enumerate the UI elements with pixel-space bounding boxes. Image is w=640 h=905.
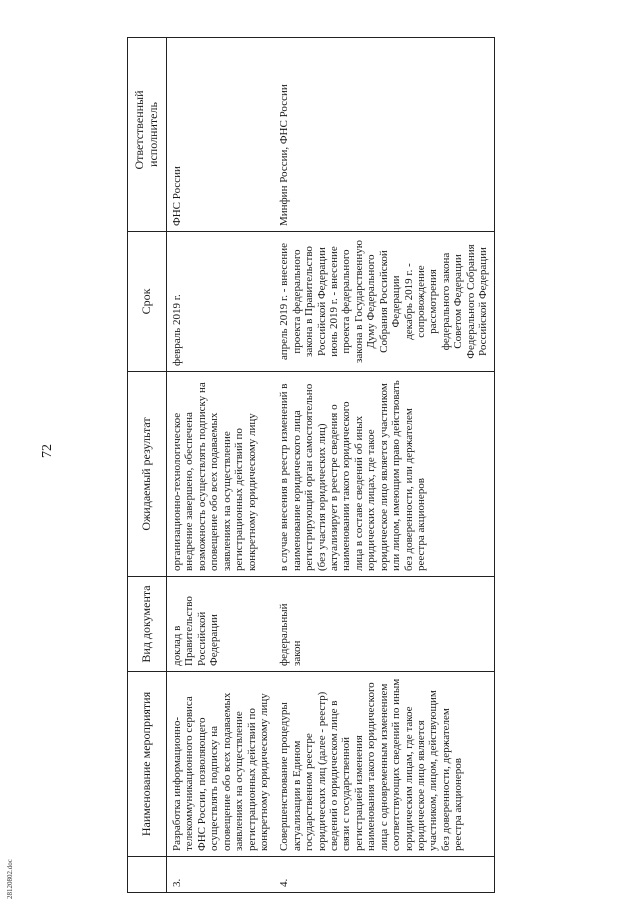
rotated-table-container [127, 38, 619, 893]
row-responsible: Минфин России, ФНС России [274, 38, 494, 232]
header-result: Ожидаемый результат [128, 372, 167, 577]
table-row [167, 38, 275, 893]
header-deadline: Срок [128, 232, 167, 372]
row-result: в случае внесения в реестр изменений в наименование юридического лица регистрирующий орган самостоятельно (без участия юридических лиц) актуализирует в реестре сведения о наименовании такого юридического лица в составе сведений об иных юридических лицах, где такое юридическое лицо является участником или лицом, имеющим право действовать без доверенности, или держателем реестра акционеров [274, 372, 494, 577]
deadline-stage-2: июнь 2019 г. - внесение проекта федерального закона в Государственную Думу Федерального Собрания Российской Федерации [328, 240, 403, 363]
table-row [274, 38, 494, 893]
row-name: Совершенствование процедуры актуализации в Едином государственном реестре юридических лиц (далее - реестр) сведений о юридическом лице в связи с государственной регистрацией изменения наименования такого юридического лица с одновременным изменением соответствующих сведений по иным юридическим лицам, где такое юридическое лицо является участником, лицом, действующим без доверенности, держателем реестра акционеров [274, 672, 494, 857]
document-code: 28120802.doc [6, 859, 14, 899]
header-responsible-label: Ответственный исполнитель [132, 90, 160, 170]
row-doc-type: федеральный закон [274, 577, 494, 672]
table-header-row [128, 38, 167, 893]
deadline-stage-3: декабрь 2019 г. - сопровождение рассмотрения федерального закона Советом Федерации Федерального Собрания Российской Федерации [402, 244, 490, 359]
measures-table [127, 37, 495, 893]
header-num [128, 857, 167, 893]
deadline-stage-1: февраль 2019 г. [171, 294, 183, 366]
header-name: Наименование мероприятия [128, 672, 167, 857]
row-responsible: ФНС России [167, 38, 275, 232]
row-name: Разработка информационно-телекоммуникационного сервиса ФНС России, позволяющего осуществлять подписку на оповещение обо всех подаваемых заявлениях на осуществление регистрационных действий по конкретному юридическому лицу [167, 672, 275, 857]
row-result: организационно-технологическое внедрение завершено, обеспечена возможность осуществлять подписку на оповещение обо всех подаваемых заявлениях на осуществление регистрационных действий по конкретному юридическому лицу [167, 372, 275, 577]
row-num: 3. [167, 857, 275, 893]
row-deadline [274, 232, 494, 372]
row-num: 4. [274, 857, 494, 893]
row-doc-type: доклад в Правительство Российской Федерации [167, 577, 275, 672]
header-responsible [128, 38, 167, 232]
deadline-stage-1: апрель 2019 г. - внесение проекта федерального закона в Правительство Российской Федерации [278, 243, 328, 360]
row-deadline [167, 232, 275, 372]
header-doc-type: Вид документа [128, 577, 167, 672]
page-number: 72 [40, 444, 55, 458]
